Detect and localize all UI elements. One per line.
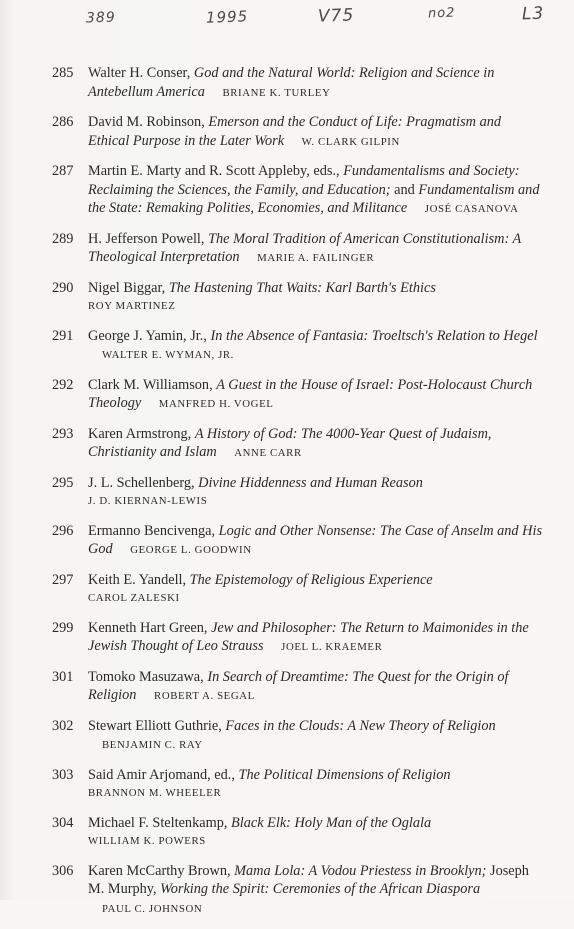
review-entry <box>52 425 542 463</box>
page-number: 293 <box>52 425 74 442</box>
page-number: 289 <box>52 230 74 247</box>
book-author: Said Amir Arjomand, ed., <box>88 766 235 783</box>
reviewer-name: MARIE A. FAILINGER <box>257 252 375 264</box>
reviewer-name: JOSÉ CASANOVA <box>424 203 519 215</box>
page-number: 302 <box>52 717 74 734</box>
second-author: Joseph M. Murphy, <box>88 862 529 897</box>
review-entry <box>52 619 542 657</box>
page-number: 299 <box>52 619 74 636</box>
book-author: Clark M. Williamson, <box>88 376 213 393</box>
book-title: Jew and Philosopher: The Return to Maimonides in the Jewish Thought of Leo Strauss <box>88 619 529 654</box>
review-entry <box>52 162 542 219</box>
book-author: Martin E. Marty and R. Scott Appleby, eds., <box>88 163 340 179</box>
reviewer-name: ROY MARTINEZ <box>88 300 176 312</box>
reviewer-name: J. D. KIERNAN-LEWIS <box>88 495 208 507</box>
page-number: 296 <box>52 522 74 539</box>
book-author: Karen McCarthy Brown, <box>88 862 231 879</box>
review-entry <box>52 862 542 919</box>
reviewer-name: WILLIAM K. POWERS <box>88 835 206 847</box>
book-title: The Political Dimensions of Religion <box>238 766 451 783</box>
book-title: Mama Lola: A Vodou Priestess in Brooklyn; <box>234 862 487 879</box>
book-author: Tomoko Masuzawa, <box>88 668 204 685</box>
book-title: God and the Natural World: Religion and Science in Antebellum America <box>88 65 495 100</box>
book-author: J. L. Schellenberg, <box>88 474 195 491</box>
book-title: Divine Hiddenness and Human Reason <box>198 474 423 491</box>
review-entry <box>52 327 542 365</box>
reviewer-name: ROBERT A. SEGAL <box>154 690 255 702</box>
reviewer-name: BRANNON M. WHEELER <box>88 787 222 799</box>
reviewer-name: BENJAMIN C. RAY <box>102 739 203 751</box>
book-title: A History of God: The 4000-Year Quest of Judaism, Christianity and Islam <box>88 425 492 460</box>
book-title: Fundamentalisms and Society: Reclaiming the Sciences, the Family, and Education; <box>88 163 520 198</box>
book-author: Karen Armstrong, <box>88 425 192 442</box>
book-author: Michael F. Steltenkamp, <box>88 814 228 831</box>
review-entry <box>52 571 542 608</box>
page-number: 285 <box>52 65 74 81</box>
reviewer-name: WALTER E. WYMAN, JR. <box>102 349 234 361</box>
reviewer-name: MANFRED H. VOGEL <box>158 398 274 410</box>
book-title: Fundamentalism and the State: Remaking Polities, Economies, and Militance <box>88 181 540 216</box>
review-entry <box>52 766 542 803</box>
page-number: 287 <box>52 163 74 179</box>
book-title: Black Elk: Holy Man of the Oglala <box>231 814 432 831</box>
book-author: Nigel Biggar, <box>88 279 166 296</box>
handwritten-note: no2 <box>427 5 456 22</box>
handwritten-note: V75 <box>317 5 355 27</box>
review-entry <box>52 113 542 151</box>
review-entry <box>52 814 542 851</box>
review-entry <box>52 522 542 560</box>
reviewer-name: CAROL ZALESKI <box>88 592 180 604</box>
page-number: 291 <box>52 327 74 344</box>
book-author: David M. Robinson, <box>88 114 205 130</box>
review-entry <box>52 717 542 755</box>
book-title: In Search of Dreamtime: The Quest for the Origin of Religion <box>88 668 509 703</box>
book-title: Faces in the Clouds: A New Theory of Religion <box>225 717 496 734</box>
book-title: The Moral Tradition of American Constitutionalism: A Theological Interpretation <box>88 230 522 265</box>
book-author: Ermanno Bencivenga, <box>88 522 216 539</box>
book-author: Walter H. Conser, <box>88 65 191 81</box>
review-entry <box>52 64 542 102</box>
page-number: 304 <box>52 814 74 831</box>
review-entry <box>52 230 542 268</box>
book-author: Stewart Elliott Guthrie, <box>88 717 222 734</box>
book-title: Working the Spirit: Ceremonies of the African Diaspora <box>160 881 481 897</box>
book-title: Emerson and the Conduct of Life: Pragmatism and Ethical Purpose in the Later Work <box>88 114 502 149</box>
reviewer-name: GEORGE L. GOODWIN <box>130 544 252 556</box>
review-entry <box>52 376 542 414</box>
page-number: 286 <box>52 114 74 130</box>
book-title: Logic and Other Nonsense: The Case of Anselm and His God <box>88 522 543 557</box>
book-title: A Guest in the House of Israel: Post-Holocaust Church Theology <box>88 376 533 411</box>
page-number: 290 <box>52 279 74 296</box>
conjunction: and <box>394 181 415 198</box>
page-number: 306 <box>52 862 74 879</box>
book-author: Keith E. Yandell, <box>88 571 187 588</box>
reviewer-name: PAUL C. JOHNSON <box>102 902 203 915</box>
page-number: 303 <box>52 766 74 783</box>
book-title: The Hastening That Waits: Karl Barth's Ethics <box>168 279 436 296</box>
book-author: H. Jefferson Powell, <box>88 230 205 247</box>
page-number: 295 <box>52 474 74 491</box>
handwritten-note: 1995 <box>205 7 249 27</box>
page-number: 297 <box>52 571 74 588</box>
review-entry <box>52 474 542 511</box>
reviewer-name: JOEL L. KRAEMER <box>281 641 383 653</box>
book-author: George J. Yamin, Jr., <box>88 327 207 344</box>
reviewer-name: BRIANE K. TURLEY <box>222 86 331 99</box>
book-title: The Epistemology of Religious Experience <box>189 571 433 588</box>
book-title: In the Absence of Fantasia: Troeltsch's Relation to Hegel <box>210 327 538 344</box>
reviewer-name: ANNE CARR <box>234 447 302 459</box>
book-review-list <box>52 64 542 929</box>
review-entry <box>52 668 542 706</box>
book-author: Kenneth Hart Green, <box>88 619 208 636</box>
review-entry <box>52 279 542 316</box>
handwritten-annotations <box>0 4 574 34</box>
handwritten-note: 389 <box>85 9 117 27</box>
handwritten-note: L3 <box>521 3 545 25</box>
reviewer-name: W. CLARK GILPIN <box>301 135 400 148</box>
page-number: 301 <box>52 668 74 685</box>
page-number: 292 <box>52 376 74 393</box>
